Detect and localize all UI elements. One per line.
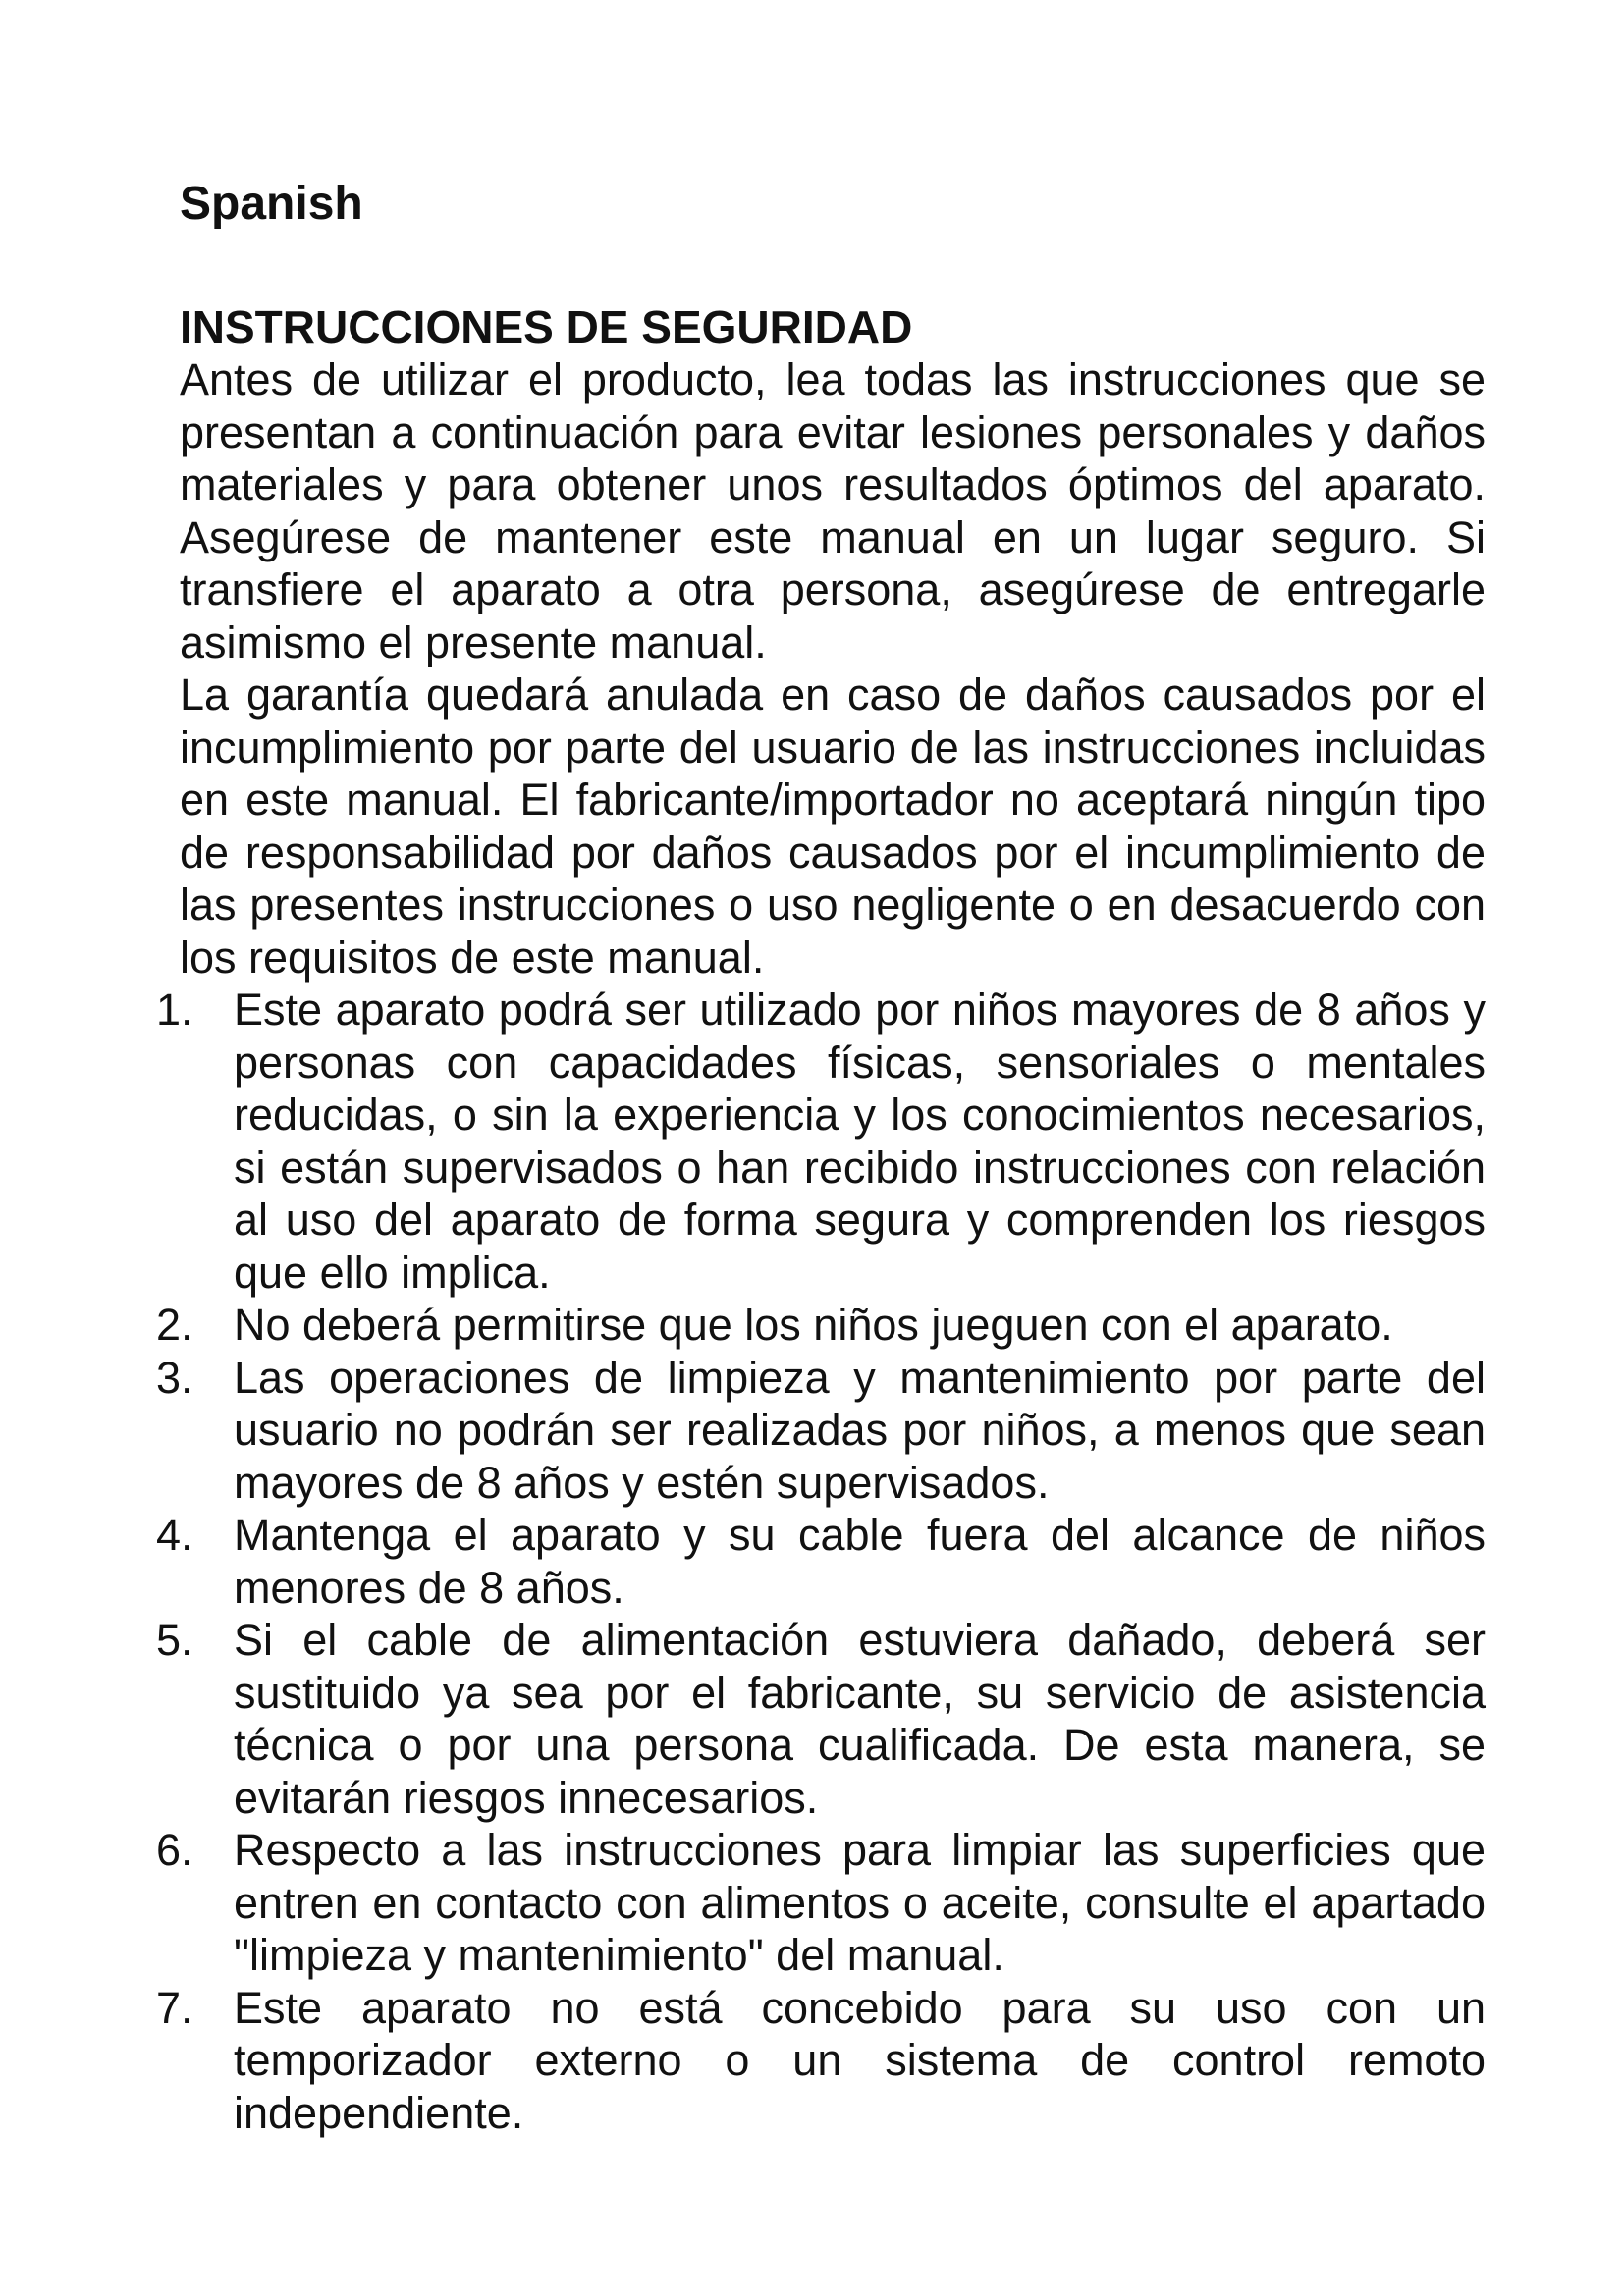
item-text: Este aparato podrá ser utilizado por niños mayores de 8 años y personas con capacidades físicas, sensoriales o mentales reducidas, o sin la experiencia y los conocimientos necesarios, si están supervisados o han recibido instrucciones con relación al uso del aparato de forma segura y comprenden los riesgos que ello implica. [234, 985, 1486, 1298]
item-number: 3. [156, 1352, 193, 1403]
list-item [156, 1614, 1486, 1824]
safety-list [156, 984, 1486, 2139]
list-item [156, 1509, 1486, 1614]
item-number: 1. [156, 985, 193, 1035]
item-number: 2. [156, 1300, 193, 1350]
item-number: 4. [156, 1510, 193, 1560]
item-number: 7. [156, 1982, 193, 2033]
item-text: Si el cable de alimentación estuviera dañado, deberá ser sustituido ya sea por el fabricante, su servicio de asistencia técnica o por una persona cualificada. De esta manera, se evitarán riesgos innecesarios. [234, 1615, 1486, 1823]
item-number: 5. [156, 1615, 193, 1665]
item-text: Este aparato no está concebido para su uso con un temporizador externo o un sistema de control remoto independiente. [234, 1982, 1486, 2138]
warranty-paragraph: La garantía quedará anulada en caso de daños causados por el incumplimiento por parte del usuario de las instrucciones incluidas en este manual. El fabricante/importador no aceptará ningún tipo de responsabilidad por daños causados por el incumplimiento de las presentes instrucciones o uso negligente o en desacuerdo con los requisitos de este manual. [180, 669, 1486, 983]
section-heading: INSTRUCCIONES DE SEGURIDAD [180, 301, 913, 352]
item-text: Las operaciones de limpieza y mantenimiento por parte del usuario no podrán ser realizadas por niños, a menos que sean mayores de 8 años y estén supervisados. [234, 1352, 1486, 1508]
item-number: 6. [156, 1825, 193, 1875]
list-item [156, 1352, 1486, 1510]
list-item [156, 984, 1486, 1299]
document-page [156, 165, 1486, 2139]
item-text: Mantenga el aparato y su cable fuera del alcance de niños menores de 8 años. [234, 1510, 1486, 1613]
intro-paragraph: Antes de utilizar el producto, lea todas las instrucciones que se presentan a continuación para evitar lesiones personales y daños materiales y para obtener unos resultados óptimos del aparato. Asegúrese de mantener este manual en un lugar seguro. Si transfiere el aparato a otra persona, asegúrese de entregarle asimismo el presente manual. [180, 354, 1486, 667]
list-item [156, 1982, 1486, 2140]
list-item [156, 1824, 1486, 1982]
language-label: Spanish [180, 178, 363, 230]
item-text: No deberá permitirse que los niños jueguen con el aparato. [234, 1300, 1393, 1350]
list-item [156, 1299, 1486, 1352]
item-text: Respecto a las instrucciones para limpiar las superficies que entren en contacto con alimentos o aceite, consulte el apartado "limpieza y mantenimiento" del manual. [234, 1825, 1486, 1980]
